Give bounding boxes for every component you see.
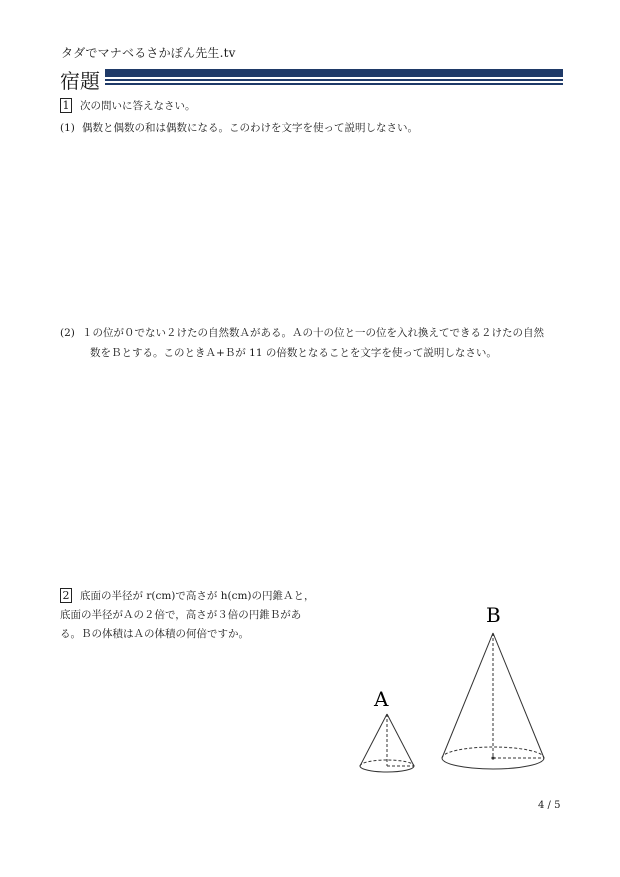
question-2-number: 2: [60, 588, 72, 603]
question-2-text-1: 底面の半径が r(cm)で高さが h(cm)の円錐Ａと，: [80, 590, 315, 602]
cone-b: [442, 633, 544, 769]
title-banner: [105, 69, 563, 85]
part-1-number: (1): [60, 122, 75, 134]
site-name: タダでマナベるさかぽん先生.tv: [61, 46, 236, 60]
question-2-line-3: る。Ｂの体積はＡの体積の何倍ですか。: [60, 628, 249, 640]
question-1-prompt: 次の問いに答えなさい。: [80, 100, 196, 112]
question-2-line-1: [60, 588, 315, 603]
question-1-header: [60, 98, 196, 113]
part-1-text: 偶数と偶数の和は偶数になる。このわけを文字を使って説明しなさい。: [82, 122, 418, 134]
question-2-line-2: 底面の半径がＡの２倍で，高さが３倍の円錐Ｂがあ: [60, 609, 302, 621]
page-number: 4 / 5: [538, 800, 561, 811]
part-2-number: (2): [60, 327, 75, 339]
page-title: 宿題: [60, 69, 100, 93]
cone-a-label: A: [374, 687, 389, 711]
cones-figure: [350, 600, 570, 785]
cone-a: [360, 714, 414, 772]
question-1-part-2: [60, 325, 544, 340]
part-2-text-line-2: 数をＢとする。このときＡ+Ｂが 11 の倍数となることを文字を使って説明しなさい。: [90, 347, 497, 359]
question-1-number: 1: [60, 98, 72, 113]
part-2-text-line-1: １の位が０でない２けたの自然数Ａがある。Ａの十の位と一の位を入れ換えてできる２けたの自然: [82, 327, 544, 339]
question-1-part-1: [60, 120, 418, 135]
cone-b-label: B: [486, 603, 501, 627]
